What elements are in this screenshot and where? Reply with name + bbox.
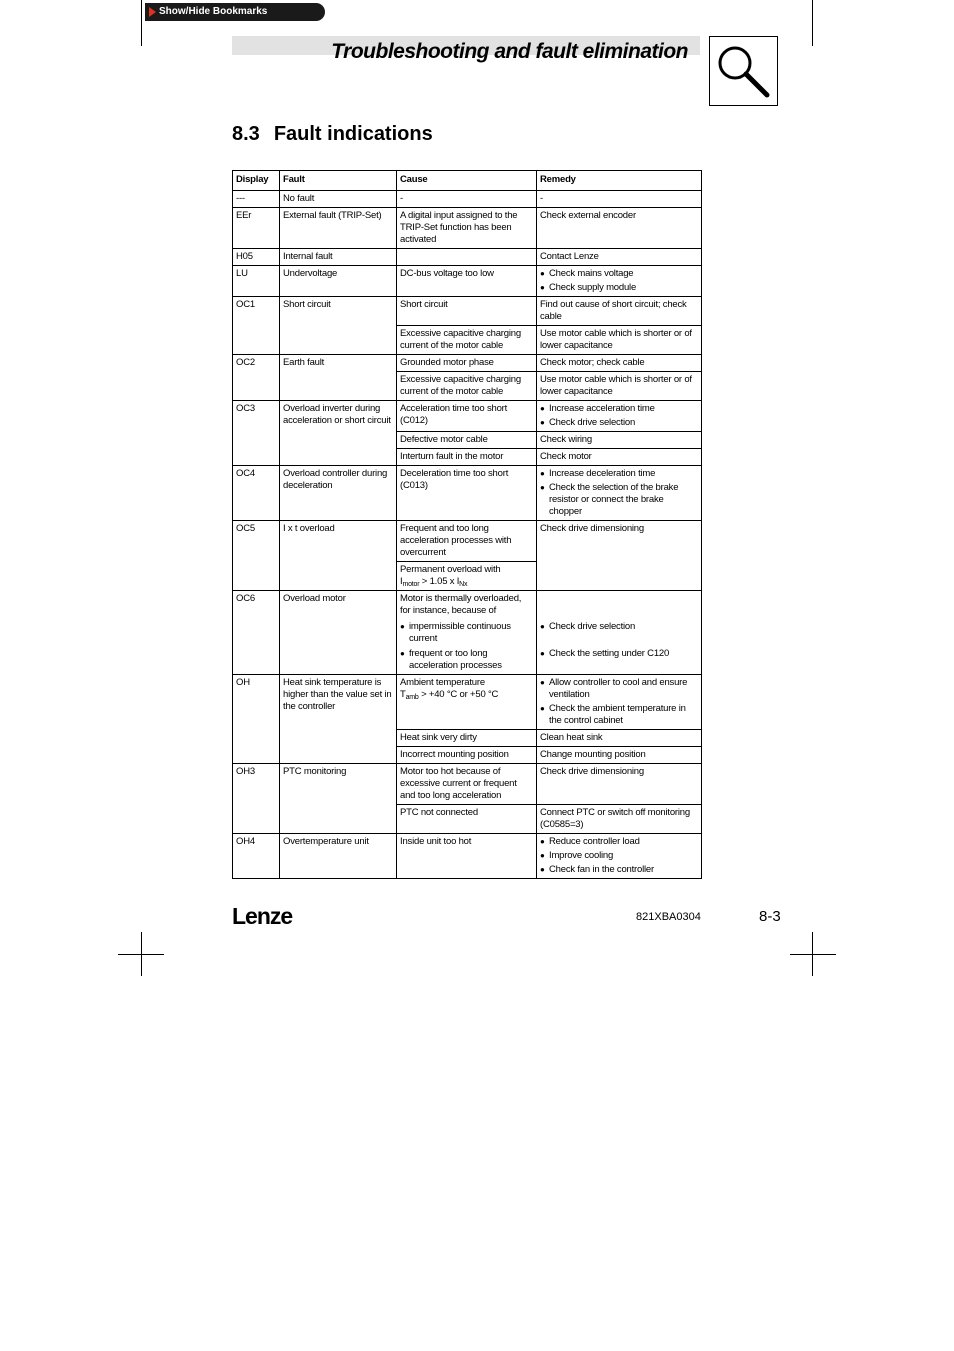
- remedy-cell: Contact Lenze: [537, 249, 702, 266]
- bullet-item: ● Check supply module: [540, 282, 698, 294]
- fault-cell: I x t overload: [280, 521, 397, 591]
- fault-cell: Overtemperature unit: [280, 834, 397, 879]
- formula-subscript: amb: [405, 694, 419, 701]
- cause-cell: A digital input assigned to the TRIP-Set function has been activated: [397, 208, 537, 249]
- bullet-item: ● Check fan in the controller: [540, 864, 698, 876]
- bullet-item: ● frequent or too long acceleration processes: [400, 648, 533, 672]
- bullet-item: ● Check the setting under C120: [540, 648, 698, 660]
- show-hide-bookmarks-button[interactable]: [145, 3, 325, 21]
- cause-cell: Excessive capacitive charging current of the motor cable: [397, 326, 537, 355]
- lenze-logo: Lenze: [232, 903, 293, 929]
- bullet-item: ● Check the selection of the brake resistor or connect the brake chopper: [540, 482, 698, 518]
- crop-mark: [141, 0, 142, 46]
- cause-cell: Excessive capacitive charging current of the motor cable: [397, 372, 537, 401]
- crop-mark: [812, 0, 813, 46]
- fault-cell: Earth fault: [280, 355, 397, 401]
- table-row: [233, 764, 702, 805]
- remedy-cell: Use motor cable which is shorter or of lower capacitance: [537, 326, 702, 355]
- bullet-item: ● Allow controller to cool and ensure ventilation: [540, 677, 698, 701]
- fault-cell: Overload controller during deceleration: [280, 466, 397, 521]
- bullet-item: ● Reduce controller load: [540, 836, 698, 848]
- remedy-cell: Check motor: [537, 449, 702, 466]
- cause-cell: [397, 591, 537, 675]
- remedy-cell: [537, 834, 702, 879]
- cause-cell: Grounded motor phase: [397, 355, 537, 372]
- table-row: [233, 675, 702, 730]
- formula-var: I: [400, 576, 403, 587]
- cause-text: Permanent overload with: [400, 564, 501, 575]
- table-row: [233, 191, 702, 208]
- display-code: OH: [233, 675, 280, 764]
- cause-cell: Incorrect mounting position: [397, 747, 537, 764]
- cause-cell: PTC not connected: [397, 805, 537, 834]
- fault-cell: No fault: [280, 191, 397, 208]
- section-heading: [232, 123, 433, 146]
- page-number: 8-3: [759, 908, 781, 925]
- formula-subscript: Nx: [459, 581, 468, 588]
- display-code: OC2: [233, 355, 280, 401]
- cause-cell: DC-bus voltage too low: [397, 266, 537, 297]
- crop-mark: [118, 954, 164, 955]
- fault-cell: External fault (TRIP-Set): [280, 208, 397, 249]
- remedy-cell: [537, 466, 702, 521]
- column-header: Display: [233, 171, 280, 191]
- table-row: [233, 355, 702, 372]
- remedy-cell: [537, 266, 702, 297]
- table-row: [233, 591, 702, 675]
- cause-text: Ambient temperature: [400, 677, 485, 688]
- triangle-right-icon: [149, 7, 156, 17]
- cause-cell: Acceleration time too short (C012): [397, 401, 537, 432]
- remedy-cell: Find out cause of short circuit; check cable: [537, 297, 702, 326]
- remedy-cell: Change mounting position: [537, 747, 702, 764]
- fault-cell: PTC monitoring: [280, 764, 397, 834]
- column-header: Cause: [397, 171, 537, 191]
- table-row: [233, 401, 702, 432]
- remedy-cell: -: [537, 191, 702, 208]
- bullet-item: ● Check the ambient temperature in the control cabinet: [540, 703, 698, 727]
- cause-cell: Heat sink very dirty: [397, 730, 537, 747]
- fault-cell: Heat sink temperature is higher than the value set in the controller: [280, 675, 397, 764]
- magnifier-icon: [709, 36, 778, 106]
- display-code: OH4: [233, 834, 280, 879]
- section-title: Fault indications: [273, 123, 433, 145]
- bullet-item: ● Check drive selection: [540, 417, 698, 429]
- display-code: OC1: [233, 297, 280, 355]
- fault-cell: Internal fault: [280, 249, 397, 266]
- cause-cell: [397, 675, 537, 730]
- bullet-item: ● Check drive selection: [540, 621, 698, 633]
- table-row: [233, 208, 702, 249]
- table-row: [233, 521, 702, 562]
- table-row: [233, 834, 702, 879]
- display-code: OH3: [233, 764, 280, 834]
- table-header-row: [233, 171, 702, 191]
- formula-text: > 1.05 x I: [419, 576, 460, 587]
- bullet-item: ● Check mains voltage: [540, 268, 698, 280]
- display-code: OC4: [233, 466, 280, 521]
- bullet-item: ● Improve cooling: [540, 850, 698, 862]
- column-header: Fault: [280, 171, 397, 191]
- cause-text: Motor is thermally overloaded, for instance, because of: [400, 593, 522, 616]
- remedy-cell: [537, 591, 702, 675]
- remedy-cell: Use motor cable which is shorter or of lower capacitance: [537, 372, 702, 401]
- display-code: LU: [233, 266, 280, 297]
- display-code: OC5: [233, 521, 280, 591]
- remedy-cell: Check external encoder: [537, 208, 702, 249]
- display-code: OC3: [233, 401, 280, 466]
- cause-cell: [397, 249, 537, 266]
- remedy-cell: Connect PTC or switch off monitoring (C0585=3): [537, 805, 702, 834]
- cause-cell: Interturn fault in the motor: [397, 449, 537, 466]
- remedy-cell: Check drive dimensioning: [537, 521, 702, 591]
- cause-cell: Inside unit too hot: [397, 834, 537, 879]
- formula-var: T: [400, 689, 406, 700]
- document-number: 821XBA0304: [636, 911, 701, 923]
- bullet-item: ● Increase deceleration time: [540, 468, 698, 480]
- display-code: H05: [233, 249, 280, 266]
- cause-cell: Frequent and too long acceleration processes with overcurrent: [397, 521, 537, 562]
- crop-mark: [790, 954, 836, 955]
- section-number: 8.3: [232, 123, 260, 145]
- cause-cell: Motor too hot because of excessive current or frequent and too long acceleration: [397, 764, 537, 805]
- remedy-cell: [537, 675, 702, 730]
- page-header-title: Troubleshooting and fault elimination: [331, 40, 688, 63]
- formula-text: > +40 °C or +50 °C: [418, 689, 499, 700]
- remedy-cell: [537, 401, 702, 432]
- display-code: OC6: [233, 591, 280, 675]
- table-row: [233, 297, 702, 326]
- bullet-item: ● Increase acceleration time: [540, 403, 698, 415]
- fault-cell: Undervoltage: [280, 266, 397, 297]
- remedy-cell: Check motor; check cable: [537, 355, 702, 372]
- remedy-cell: Check wiring: [537, 432, 702, 449]
- remedy-cell: Clean heat sink: [537, 730, 702, 747]
- formula-subscript: motor: [402, 581, 420, 588]
- bookmark-label: Show/Hide Bookmarks: [159, 6, 268, 17]
- cause-cell: Defective motor cable: [397, 432, 537, 449]
- fault-cell: Short circuit: [280, 297, 397, 355]
- remedy-cell: Check drive dimensioning: [537, 764, 702, 805]
- fault-table: [232, 170, 702, 879]
- cause-cell: [397, 562, 537, 591]
- display-code: EEr: [233, 208, 280, 249]
- cause-cell: Short circuit: [397, 297, 537, 326]
- table-row: [233, 266, 702, 297]
- cause-cell: Deceleration time too short (C013): [397, 466, 537, 521]
- bullet-item: ● impermissible continuous current: [400, 621, 533, 645]
- table-row: [233, 466, 702, 521]
- fault-cell: Overload inverter during acceleration or short circuit: [280, 401, 397, 466]
- cause-cell: -: [397, 191, 537, 208]
- fault-cell: Overload motor: [280, 591, 397, 675]
- table-row: [233, 249, 702, 266]
- column-header: Remedy: [537, 171, 702, 191]
- display-code: ---: [233, 191, 280, 208]
